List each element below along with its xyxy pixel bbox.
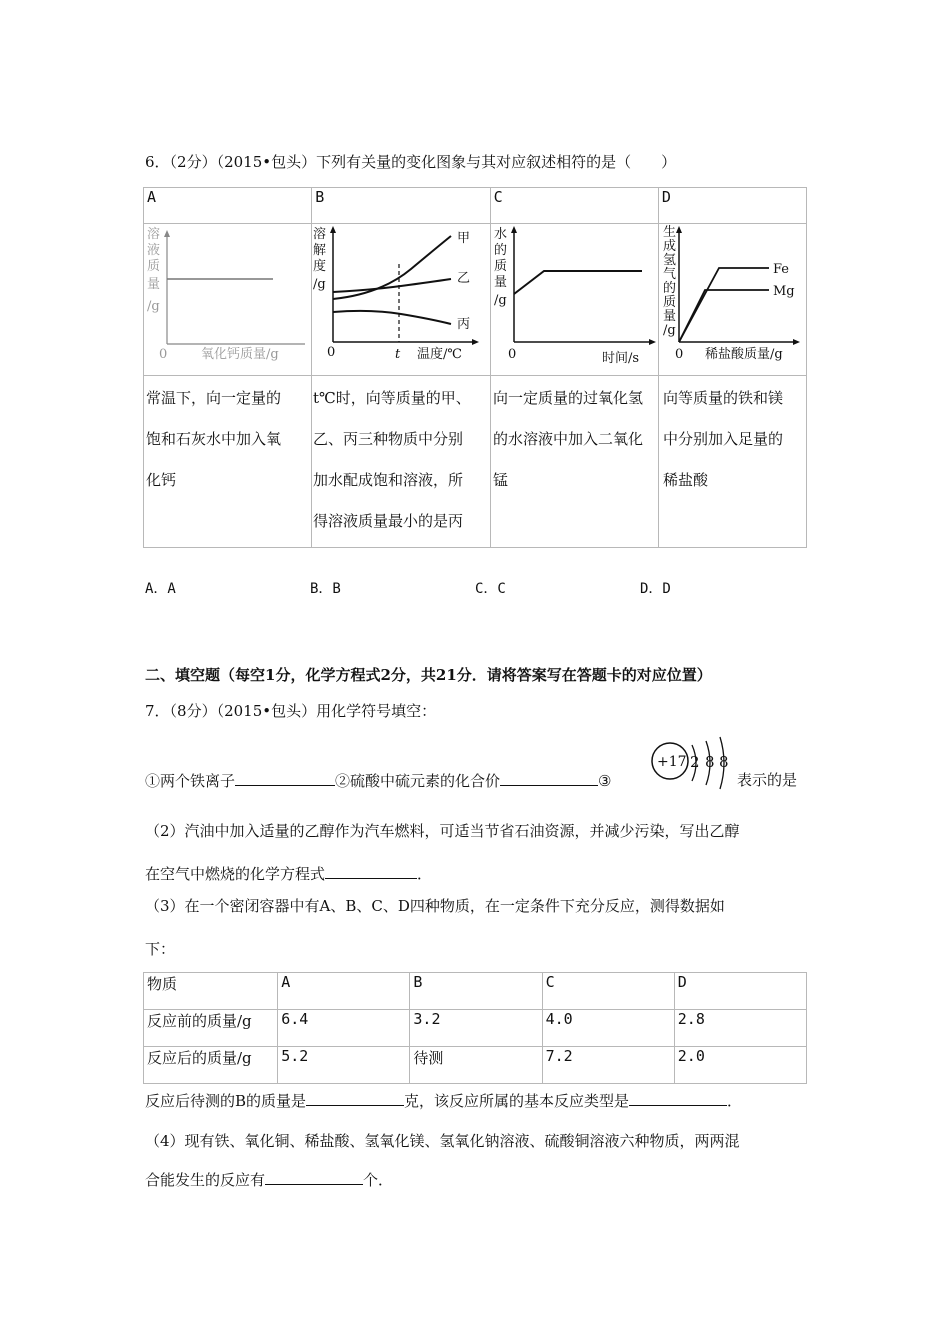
q7-table-header-cell: 物质 xyxy=(144,973,278,1010)
table-cell: 反应前的质量/g xyxy=(144,1010,278,1047)
svg-text:量: 量 xyxy=(494,275,508,290)
graph-b-curve-bing: 丙 xyxy=(457,317,471,332)
q7-part1-c: ③ xyxy=(598,772,612,790)
atom-shell-3: 8 xyxy=(719,753,729,771)
table-cell: 待测 xyxy=(410,1047,542,1084)
atom-structure-diagram xyxy=(650,735,736,795)
q7-data-table xyxy=(143,972,807,1084)
q6-stem: 6．（2分）（2015•包头）下列有关量的变化图象与其对应叙述相符的是（ ） xyxy=(145,153,677,171)
graph-d-curve-mg: Mg xyxy=(773,284,795,299)
graph-a-ylabel-1: 溶 xyxy=(147,227,161,242)
svg-text:质: 质 xyxy=(494,259,508,274)
q7-table-header-cell: A xyxy=(278,973,410,1010)
graph-a-xlabel: 氧化钙质量/g xyxy=(201,347,279,362)
svg-text:量: 量 xyxy=(663,309,677,324)
graph-b-t-label: t xyxy=(395,347,401,362)
q7-table-header-cell: B xyxy=(410,973,542,1010)
svg-text:的: 的 xyxy=(494,243,508,258)
graph-a xyxy=(145,224,310,372)
atom-shell-2: 8 xyxy=(705,753,715,771)
svg-text:/g: /g xyxy=(494,293,507,308)
graph-b-curve-yi: 乙 xyxy=(457,271,471,286)
svg-text:气: 气 xyxy=(663,267,677,282)
table-cell: 5.2 xyxy=(278,1047,410,1084)
table-cell: 3.2 xyxy=(410,1010,542,1047)
graph-d-curve-fe: Fe xyxy=(773,262,790,277)
q7-part1-d: 表示的是 xyxy=(737,771,798,789)
section2-heading: 二、填空题（每空1分，化学方程式2分，共21分．请将答案写在答题卡的对应位置） xyxy=(145,666,712,684)
q6-option-b[interactable]: B．B xyxy=(310,581,341,597)
q6-desc-b: t℃时，向等质量的甲、 乙、丙三种物质中分别 加水配成饱和溶液，所 得溶液质量最小的是丙 xyxy=(313,389,471,530)
q7-table-header-cell: C xyxy=(542,973,674,1010)
q7-part2-line1: （2）汽油中加入适量的乙醇作为汽车燃料，可适当节省石油资源，并减少污染，写出乙醇 xyxy=(145,822,740,840)
q7-part4-line2: 合能发生的反应有 个． xyxy=(145,1168,393,1190)
q7-part4-line1: （4）现有铁、氧化铜、稀盐酸、氢氧化镁、氢氧化钠溶液、硫酸铜溶液六种物质，两两混 xyxy=(145,1132,740,1150)
graph-a-ylabel-2: 液 xyxy=(147,243,161,258)
table-cell: 2.8 xyxy=(674,1010,806,1047)
q6-option-d[interactable]: D．D xyxy=(640,581,671,597)
graph-a-ytick: /g xyxy=(147,299,160,314)
blank-b-mass[interactable] xyxy=(306,1089,404,1106)
q7-part3-after: 反应后待测的B的质量是 克，该反应所属的基本反应类型是 ． xyxy=(145,1089,742,1111)
graph-d xyxy=(661,224,806,372)
svg-text:的: 的 xyxy=(663,281,677,296)
blank-sulfur-valence[interactable] xyxy=(500,769,598,786)
graph-b-xlabel: 温度/℃ xyxy=(417,347,462,362)
svg-text:解: 解 xyxy=(313,243,327,258)
blank-ethanol-equation[interactable] xyxy=(325,862,417,879)
q6-option-a[interactable]: A．A xyxy=(145,581,176,597)
graph-c-origin: 0 xyxy=(508,347,517,362)
q7-part1 xyxy=(145,769,611,791)
svg-text:生: 生 xyxy=(663,225,677,240)
q6-header-a: A xyxy=(144,188,312,224)
svg-text:质: 质 xyxy=(663,295,677,310)
q6-header-c: C xyxy=(490,188,658,224)
q7-part2-line2: 在空气中燃烧的化学方程式 ． xyxy=(145,862,432,884)
q6-desc-a: 常温下，向一定量的 饱和石灰水中加入氧 化钙 xyxy=(146,389,282,489)
table-cell: 7.2 xyxy=(542,1047,674,1084)
q7-part3-line1: （3）在一个密闭容器中有A、B、C、D四种物质，在一定条件下充分反应，测得数据如 xyxy=(145,897,725,915)
q7-stem: 7．（8分）（2015•包头）用化学符号填空： xyxy=(145,702,437,720)
blank-iron-ions[interactable] xyxy=(235,769,335,786)
q7-part3-line2: 下： xyxy=(145,940,176,958)
graph-b xyxy=(311,224,489,372)
q7-part1-b: ②硫酸中硫元素的化合价 xyxy=(335,772,501,790)
graph-a-ylabel-4: 量 xyxy=(147,277,161,292)
graph-d-origin: 0 xyxy=(675,347,684,362)
q6-desc-c: 向一定质量的过氧化氢 的水溶液中加入二氧化 锰 xyxy=(493,389,644,489)
svg-text:水: 水 xyxy=(494,227,508,242)
q7-part1-a: ①两个铁离子 xyxy=(145,772,236,790)
table-cell: 6.4 xyxy=(278,1010,410,1047)
q6-option-c[interactable]: C．C xyxy=(475,581,506,597)
svg-text:成: 成 xyxy=(663,239,677,254)
q7-table-header-cell: D xyxy=(674,973,806,1010)
atom-shell-1: 2 xyxy=(690,753,700,771)
graph-c xyxy=(492,224,660,372)
graph-d-xlabel: 稀盐酸质量/g xyxy=(705,347,783,362)
svg-text:度: 度 xyxy=(313,259,327,274)
table-cell: 2.0 xyxy=(674,1047,806,1084)
q6-desc-d: 向等质量的铁和镁 中分别加入足量的 稀盐酸 xyxy=(663,389,784,489)
blank-reaction-type[interactable] xyxy=(629,1089,727,1106)
graph-c-xlabel: 时间/s xyxy=(602,351,640,366)
atom-nucleus: +17 xyxy=(657,754,687,770)
svg-text:溶: 溶 xyxy=(313,227,327,242)
table-row xyxy=(144,1047,807,1084)
svg-text:/g: /g xyxy=(663,323,676,338)
graph-b-origin: 0 xyxy=(327,345,336,360)
table-cell: 反应后的质量/g xyxy=(144,1047,278,1084)
table-row xyxy=(144,1010,807,1047)
graph-a-origin: 0 xyxy=(159,347,168,362)
svg-text:/g: /g xyxy=(313,277,326,292)
graph-b-curve-jia: 甲 xyxy=(457,231,471,246)
table-cell: 4.0 xyxy=(542,1010,674,1047)
svg-text:氢: 氢 xyxy=(663,253,677,268)
blank-reaction-count[interactable] xyxy=(265,1168,363,1185)
q6-header-d: D xyxy=(658,188,806,224)
q6-header-b: B xyxy=(312,188,490,224)
graph-a-ylabel-3: 质 xyxy=(147,259,161,274)
